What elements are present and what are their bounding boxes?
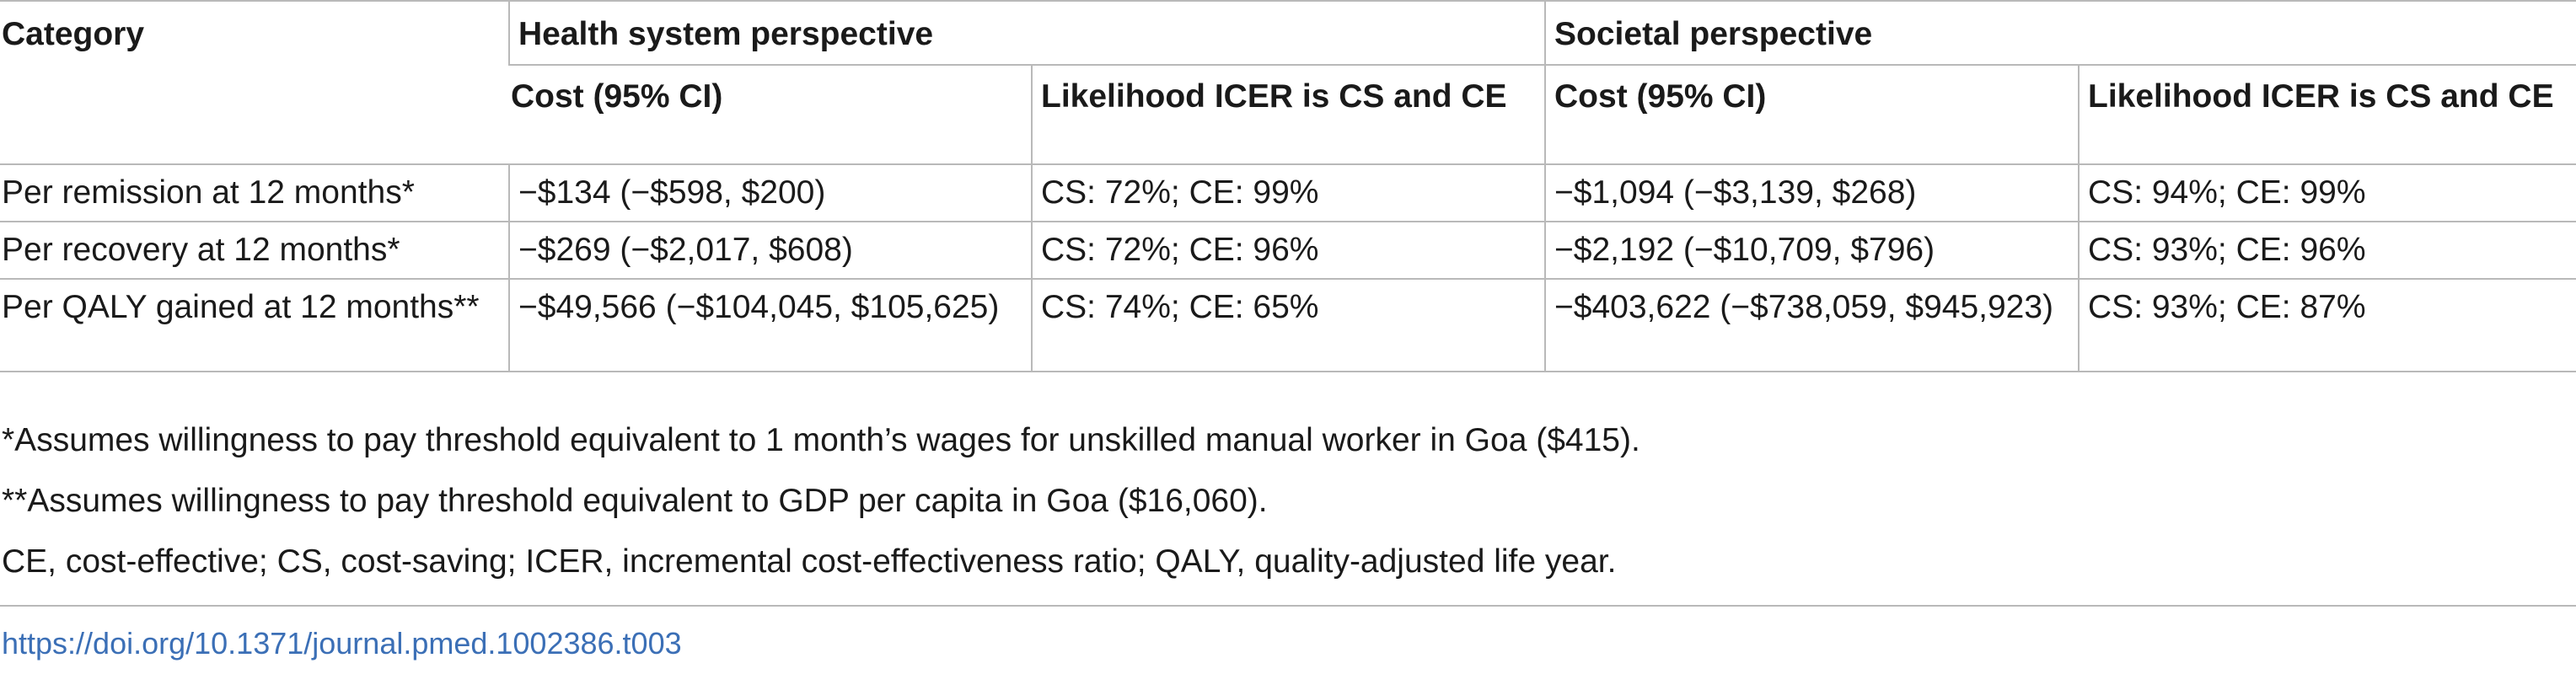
footnote-double-asterisk: **Assumes willingness to pay threshold equivalent to GDP per capita in Goa ($16,060). [2,483,1268,519]
table-footnotes [2,421,2573,603]
row-hs-likelihood: CS: 72%; CE: 96% [1032,222,1545,279]
row-hs-likelihood: CS: 72%; CE: 99% [1032,164,1545,222]
row-category: Per remission at 12 months* [0,164,509,222]
row-hs-cost: −$269 (−$2,017, $608) [509,222,1032,279]
header-category: Category [0,1,509,164]
row-soc-cost: −$1,094 (−$3,139, $268) [1545,164,2079,222]
row-hs-cost: −$49,566 (−$104,045, $105,625) [509,279,1032,372]
row-soc-likelihood: CS: 93%; CE: 87% [2079,279,2576,372]
row-soc-cost: −$2,192 (−$10,709, $796) [1545,222,2079,279]
row-soc-cost: −$403,622 (−$738,059, $945,923) [1545,279,2079,372]
header-hs-likelihood: Likelihood ICER is CS and CE [1032,65,1545,164]
footnote-single-asterisk: *Assumes willingness to pay threshold equivalent to 1 month’s wages for unskilled manual worker in Goa ($415). [2,422,1640,458]
header-societal-perspective: Societal perspective [1545,1,2576,65]
row-hs-likelihood: CS: 74%; CE: 65% [1032,279,1545,372]
row-soc-likelihood: CS: 93%; CE: 96% [2079,222,2576,279]
table-row [0,164,2576,222]
header-soc-likelihood: Likelihood ICER is CS and CE [2079,65,2576,164]
table-row [0,222,2576,279]
header-health-system-perspective: Health system perspective [509,1,1545,65]
row-soc-likelihood: CS: 94%; CE: 99% [2079,164,2576,222]
footnote-abbreviations: CE, cost-effective; CS, cost-saving; ICER, incremental cost-effectiveness ratio; QALY, quality-adjusted life year. [2,543,1617,580]
header-soc-cost: Cost (95% CI) [1545,65,2079,164]
doi-link[interactable]: https://doi.org/10.1371/journal.pmed.1002386.t003 [2,626,682,661]
header-row-perspectives [0,1,2576,65]
row-hs-cost: −$134 (−$598, $200) [509,164,1032,222]
table-row [0,279,2576,372]
header-hs-cost: Cost (95% CI) [509,65,1032,164]
row-category: Per QALY gained at 12 months** [0,279,509,372]
footer-divider [0,605,2576,607]
row-category: Per recovery at 12 months* [0,222,509,279]
